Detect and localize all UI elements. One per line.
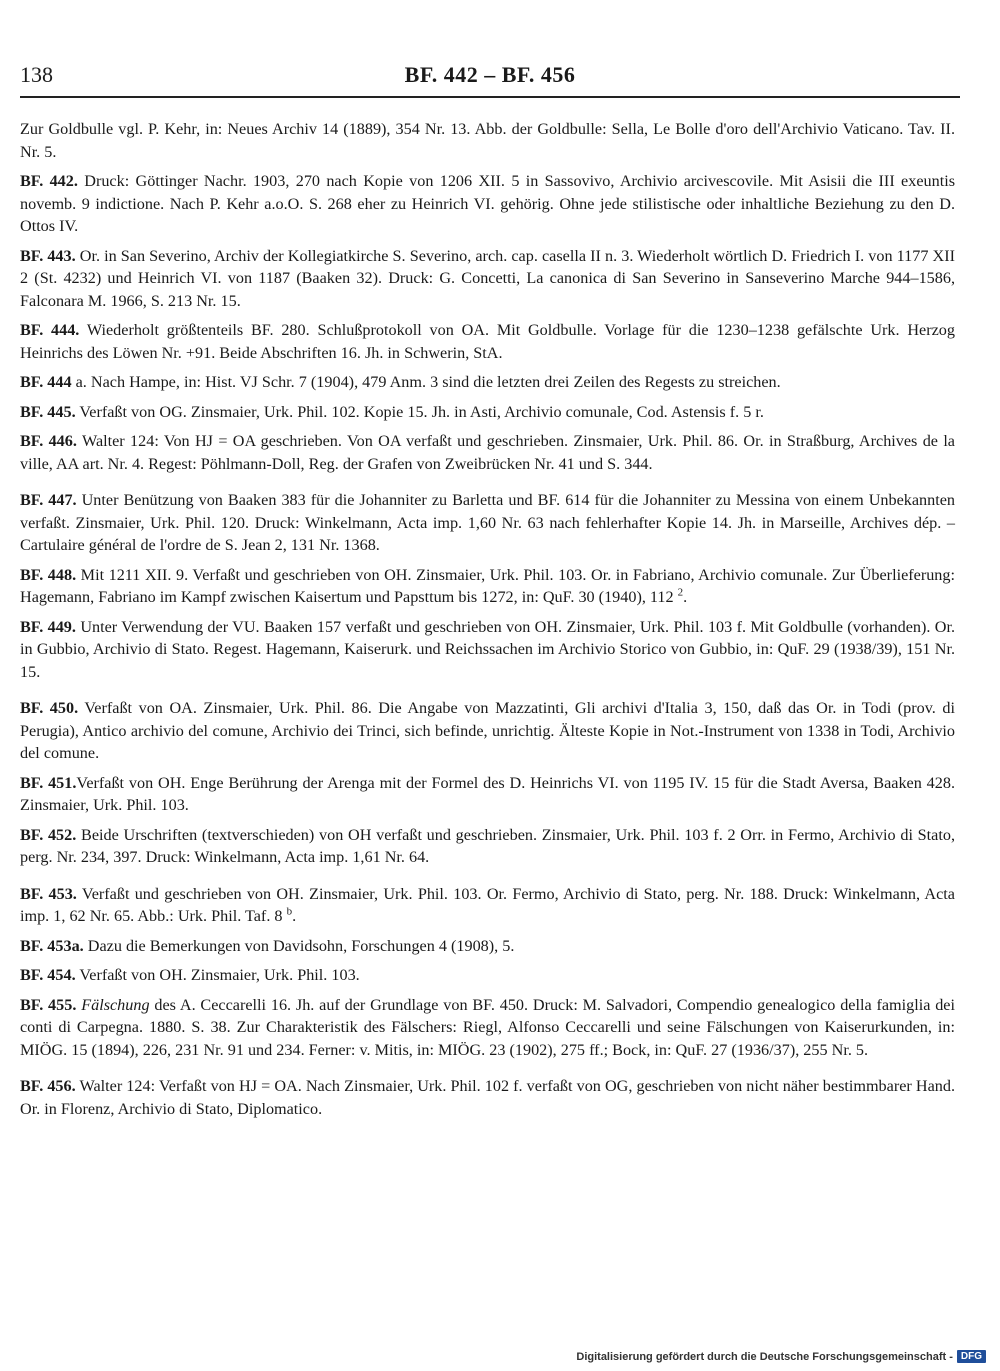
entry-text: Beide Urschriften (textverschieden) von OH verfaßt und geschrieben. Zinsmaier, Urk. Phil. 103 f. 2 Orr. in Fermo, Archivio di Stato, perg. Nr. 234, 397. Druck: Winkelmann, Acta imp. 1,61 Nr. 64. xyxy=(20,825,955,866)
footnote-superscript: 2 xyxy=(677,586,684,599)
entry-label: BF. 454. xyxy=(20,966,76,984)
entry-text: Verfaßt von OG. Zinsmaier, Urk. Phil. 102. Kopie 15. Jh. in Asti, Archivio comunale, Cod. Astensis f. 5 r. xyxy=(75,402,764,421)
entry-label: BF. 442. xyxy=(20,172,78,190)
entry-text-end: . xyxy=(292,907,297,925)
entry-paragraph xyxy=(20,964,955,987)
entry-paragraph xyxy=(20,170,955,238)
entry-paragraph xyxy=(20,824,955,869)
entry-label: BF. 453a. xyxy=(20,936,84,955)
entry-label: BF. 456. xyxy=(20,1077,76,1095)
entry-paragraph xyxy=(20,883,955,928)
entry-label: BF. 448. xyxy=(20,565,77,584)
entry-paragraph xyxy=(20,564,955,609)
body-text xyxy=(20,118,955,1127)
entry-paragraph xyxy=(20,1075,955,1120)
entry-paragraph xyxy=(20,697,955,765)
entry-paragraph xyxy=(20,430,955,475)
entry-label: BF. 449. xyxy=(20,617,76,636)
entry-label: BF. 446. xyxy=(20,432,77,450)
entry-paragraph xyxy=(20,371,955,394)
entry-text: a. Nach Hampe, in: Hist. VJ Schr. 7 (1904), 479 Anm. 3 sind die letzten drei Zeilen des Regests zu streichen. xyxy=(71,373,781,391)
entry-paragraph xyxy=(20,319,955,364)
entry-label: BF. 452. xyxy=(20,825,77,844)
entry-label: BF. 447. xyxy=(20,491,77,509)
entry-text: Verfaßt von OH. Enge Berührung der Arenga mit der Formel des D. Heinrichs VI. von 1195 IV. 15 für die Stadt Aversa, Baaken 428. Zinsmaier, Urk. Phil. 103. xyxy=(20,773,955,814)
entry-paragraph xyxy=(20,616,955,684)
entry-text: Or. in San Severino, Archiv der Kollegiatkirche S. Severino, arch. cap. casella II n. 3. Wiederholt wörtlich D. Friedrich I. von 1177 XII 2 (St. 4232) und Heinrich VI. von 1187 (Baaken 32). Druck: G. Concetti, La canonica di San Severino in Sanseverino Marche 944–1586, Falconara M. 1966, S. 213 Nr. 15. xyxy=(20,246,955,310)
entry-label: BF. 443. xyxy=(20,246,76,265)
intro-paragraph xyxy=(20,118,955,163)
entry-italic-term: Fälschung xyxy=(81,995,150,1014)
entry-text: Walter 124: Verfaßt von HJ = OA. Nach Zinsmaier, Urk. Phil. 102 f. verfaßt von OG, geschrieben von nicht näher bestimmbarer Hand. Or. in Florenz, Archivio di Stato, Diplomatico. xyxy=(20,1077,955,1118)
entry-paragraph xyxy=(20,994,955,1062)
entry-label: BF. 451. xyxy=(20,773,77,792)
entry-text: Verfaßt von OA. Zinsmaier, Urk. Phil. 86. Die Angabe von Mazzatinti, Gli archivi d'Italia 3, 150, daß das Or. in Todi (prov. di Perugia), Antico archivio del comune, Archivio dei Trinci, sich befinde, unrichtig. Älteste Kopie in Not.-Instrument von 1338 in Todi, Archivio del comune. xyxy=(20,699,955,762)
entry-text-end: . xyxy=(683,588,688,606)
entry-label: BF. 453. xyxy=(20,884,77,903)
entry-label: BF. 444. xyxy=(20,321,80,339)
digitization-footer xyxy=(576,1350,986,1363)
entry-label: BF. 450. xyxy=(20,699,79,717)
entry-text: Walter 124: Von HJ = OA geschrieben. Von OA verfaßt und geschrieben. Zinsmaier, Urk. Phil. 86. Or. in Straßburg, Archives de la ville, AA art. Nr. 4. Regest: Pöhlmann-Doll, Reg. der Grafen von Zweibrücken Nr. 41 und S. 344. xyxy=(20,432,955,473)
entry-text: Druck: Göttinger Nachr. 1903, 270 nach Kopie von 1206 XII. 5 in Sassovivo, Archivio arcivescovile. Mit Asisii die III exeuntis novemb. 9 indictione. Nach P. Kehr a.o.O. S. 268 eher zu Heinrich VI. gehörig. Ohne jede stilistische oder inhaltliche Beziehung zu den D. Ottos IV. xyxy=(20,172,955,235)
entry-label: BF. 444 xyxy=(20,373,72,391)
page-number: 138 xyxy=(20,62,53,87)
entry-text: Dazu die Bemerkungen von Davidsohn, Forschungen 4 (1908), 5. xyxy=(83,936,515,955)
footer-text: Digitalisierung gefördert durch die Deutsche Forschungsgemeinschaft - xyxy=(576,1350,953,1363)
intro-text: Zur Goldbulle vgl. P. Kehr, in: Neues Archiv 14 (1889), 354 Nr. 13. Abb. der Goldbulle: Sella, Le Bolle d'oro dell'Archivio Vaticano. Tav. II. Nr. 5. xyxy=(20,120,955,161)
running-title: BF. 442 – BF. 456 xyxy=(404,62,576,87)
entry-paragraph xyxy=(20,935,955,958)
entry-label: BF. 445. xyxy=(20,402,76,421)
entry-paragraph xyxy=(20,772,955,817)
entry-text: Unter Benützung von Baaken 383 für die Johanniter zu Barletta und BF. 614 für die Johanniter zu Messina von einem Unbekannten verfaßt. Zinsmaier, Urk. Phil. 120. Druck: Winkelmann, Acta imp. 1,60 Nr. 63 nach fehlerhafter Kopie 14. Jh. in Marseille, Archives dép. – Cartulaire général de l'ordre de S. Jean 2, 131 Nr. 1368. xyxy=(20,491,956,554)
entry-text: Verfaßt von OH. Zinsmaier, Urk. Phil. 103. xyxy=(75,966,360,984)
entry-text: Unter Verwendung der VU. Baaken 157 verfaßt und geschrieben von OH. Zinsmaier, Urk. Phil. 103 f. Mit Goldbulle (vorhanden). Or. in Gubbio, Archivio di Stato. Regest. Hagemann, Kaiserurk. und Reichssachen im Archivio Storico von Gubbio, in: QuF. 29 (1938/39), 151 Nr. 15. xyxy=(20,617,956,681)
entry-label: BF. 455. xyxy=(20,995,77,1014)
entry-text: Mit 1211 XII. 9. Verfaßt und geschrieben von OH. Zinsmaier, Urk. Phil. 103. Or. in Fabriano, Archivio comunale. Zur Überlieferung: Hagemann, Fabriano im Kampf zwischen Kaisertum und Papsttum bis 1272, in: QuF. 30 (1940), 112 xyxy=(20,565,955,606)
entry-text: Verfaßt und geschrieben von OH. Zinsmaier, Urk. Phil. 103. Or. Fermo, Archivio di Stato, perg. Nr. 188. Druck: Winkelmann, Acta imp. 1, 62 Nr. 65. Abb.: Urk. Phil. Taf. 8 xyxy=(20,884,955,925)
entry-text: Wiederholt größtenteils BF. 280. Schlußprotokoll von OA. Mit Goldbulle. Vorlage für die 1230–1238 gefälschte Urk. Herzog Heinrichs des Löwen Nr. +91. Beide Abschriften 16. Jh. in Schwerin, StA. xyxy=(20,321,955,362)
entry-paragraph xyxy=(20,245,955,313)
footnote-superscript: b xyxy=(286,905,293,918)
entry-paragraph xyxy=(20,401,955,424)
entry-text: des A. Ceccarelli 16. Jh. auf der Grundlage von BF. 450. Druck: M. Salvadori, Compendio genealogico della famiglia dei conti di Carpegna. 1880. S. 38. Zur Charakteristik des Fälschers: Riegl, Alfonso Ceccarelli und seine Fälschungen von Kaiserurkunden, in: MIÖG. 15 (1894), 226, 231 Nr. 91 und 234. Ferner: v. Mitis, in: MIÖG. 23 (1902), 275 ff.; Bock, in: QuF. 27 (1936/37), 255 Nr. 5. xyxy=(20,995,955,1059)
dfg-logo: DFG xyxy=(957,1350,986,1363)
page-header xyxy=(20,60,960,98)
entry-paragraph xyxy=(20,489,955,557)
